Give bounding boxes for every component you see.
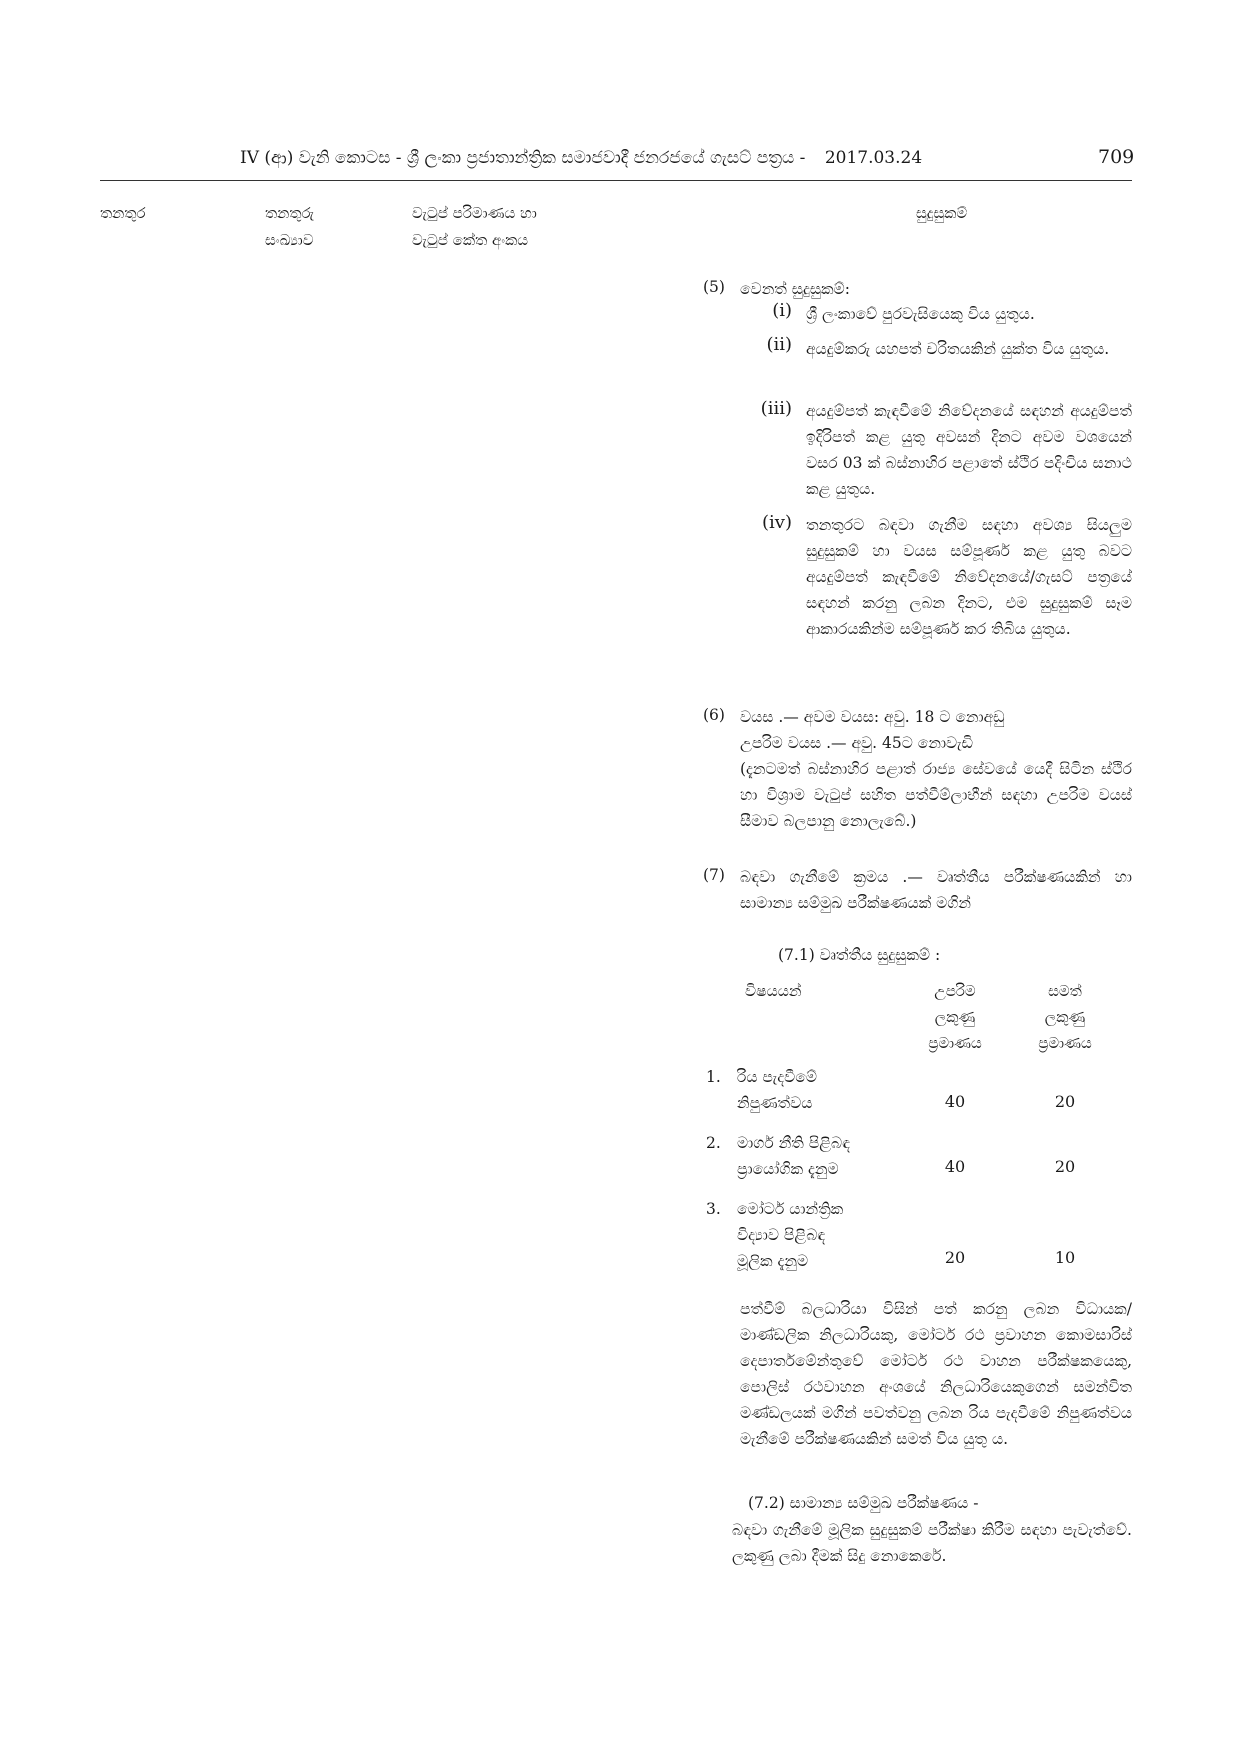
column-heading-post: තනතුර xyxy=(100,204,146,222)
header-title: IV (ආ) වැනි කොටස - ශ්‍රී ලංකා ප්‍රජාතාන්ත්‍රික සමාජවාදී ජනරජයේ ගැසට් පත්‍රය - xyxy=(240,148,806,168)
table-row-max-marks: 40 xyxy=(944,1092,966,1111)
table-header-subjects: විෂයයන් xyxy=(745,982,802,1000)
subject-line: මාර්ග නීති පිළිබඳ xyxy=(737,1134,851,1152)
age-note: (දැනටමත් බස්නාහිර පළාත් රාජ්‍ය සේවයේ යෙදී සිටින ස්ථිර හා විශ්‍රාම වැටුප් සහිත පත්වීම්ලාභීන් සඳහා උපරිම වයස් සීමාව බලපානු නොලැබේ.) xyxy=(740,760,1132,830)
column-heading-qualifications: සුදුසුකම් xyxy=(916,204,968,222)
column-heading-line: වැටුප් කේත අංකය xyxy=(412,231,529,249)
driving-test-paragraph: පත්වීම් බලධාරියා විසින් පත් කරනු ලබන විධායක/මාණ්ඩලික නිලධාරියකු, මෝටර් රථ ප්‍රවාහන කොමසාරිස් දෙපාර්තමේන්තුවේ මෝටර් රථ වාහන පරීක්ෂකයෙකු, පොලිස් රථවාහන අංශයේ නිලධාරියෙකුගෙන් සමන්විත මණ්ඩලයක් මගින් පවත්වනු ලබන රිය පැදවීමේ නිපුණත්වය මැනීමේ පරීක්ෂණයකින් සමත් විය යුතු ය. xyxy=(740,1300,1132,1448)
table-row-pass-marks: 10 xyxy=(1054,1248,1076,1267)
table-row-max-marks: 20 xyxy=(944,1248,966,1267)
subsection-7-2-text: බඳවා ගැනීමේ මූලික සුදුසුකම් පරීක්ෂා කිරීම සඳහා පැවැත්වේ. ලකුණු ලබා දීමක් සිදු නොකෙරේ. xyxy=(732,1521,1132,1565)
section-7-text: බඳවා ගැනීමේ ක්‍රමය .— වෘත්තීය පරීක්ෂණයකින් හා සාමාන්‍ය සම්මුඛ පරීක්ෂණයක් මගින් xyxy=(740,868,1132,912)
column-heading-line: තනතුරු xyxy=(265,204,315,222)
table-row-subject xyxy=(737,1130,850,1182)
header-date: 2017.03.24 xyxy=(824,148,923,168)
section-5-number: (5) xyxy=(703,278,725,296)
item-5-iv-number: (iv) xyxy=(762,512,792,533)
table-row-number: 1. xyxy=(706,1068,721,1086)
table-header-line: ප්‍රමාණය xyxy=(1038,1034,1092,1052)
item-5-iii-text: අයදුම්පත් කැඳවීමේ නිවේදනයේ සඳහන් අයදුම්පත් ඉදිරිපත් කළ යුතු අවසන් දිනට අවම වශයෙන් වසර 03 ක් බස්නාහිර පළාතේ ස්ථිර පදිංචිය සනාථ කළ යුතුය. xyxy=(806,402,1132,498)
section-6-number: (6) xyxy=(703,706,725,724)
subsection-7-1-title: (7.1) වෘත්තීය සුදුසුකම් : xyxy=(778,946,941,964)
subject-line: ප්‍රායෝගික දැනුම xyxy=(737,1160,839,1178)
item-5-i-text: ශ්‍රී ලංකාවේ පුරවැසියෙකු විය යුතුය. xyxy=(806,305,1035,323)
table-row-max-marks: 40 xyxy=(944,1157,966,1176)
item-5-iii-number: (iii) xyxy=(760,398,792,419)
table-row-subject xyxy=(737,1196,843,1274)
table-row-subject xyxy=(737,1064,817,1116)
table-header-max-marks xyxy=(910,978,1000,1056)
page-number: 709 xyxy=(1098,146,1135,168)
minimum-age: වයස .— අවම වයස: අවු. 18 ට නොඅඩු xyxy=(740,708,1005,726)
subject-line: මූලික දැනුම xyxy=(737,1252,809,1270)
subsection-7-2-title: (7.2) සාමාන්‍ය සම්මුඛ පරීක්ෂණය - xyxy=(748,1494,979,1512)
table-row-number: 2. xyxy=(706,1134,721,1152)
item-5-ii-number: (ii) xyxy=(766,334,792,355)
table-header-pass-marks xyxy=(1020,978,1110,1056)
table-row-number: 3. xyxy=(706,1200,721,1218)
column-heading-line: සංඛ්‍යාව xyxy=(265,231,314,249)
table-row-pass-marks: 20 xyxy=(1054,1092,1076,1111)
maximum-age: උපරිම වයස .— අවු. 45ට නොවැඩි xyxy=(740,734,974,752)
section-5-title: වෙනත් සුදුසුකම්: xyxy=(740,280,850,298)
item-5-ii-text: අයදුම්කරු යහපත් චරිතයකින් යුක්ත විය යුතුය. xyxy=(806,340,1110,358)
table-header-line: ලකුණු xyxy=(1044,1008,1086,1026)
item-5-i-number: (i) xyxy=(772,300,792,321)
column-heading-salary xyxy=(412,200,537,254)
header-rule xyxy=(100,180,1132,181)
table-row-pass-marks: 20 xyxy=(1054,1157,1076,1176)
subject-line: රිය පැදවීමේ xyxy=(737,1068,817,1086)
section-6-content xyxy=(740,704,1132,834)
column-heading-post-count xyxy=(265,200,314,254)
subject-line: මෝටර් යාන්ත්‍රික xyxy=(737,1200,844,1218)
table-header-line: ලකුණු xyxy=(934,1008,976,1026)
subject-line: විද්‍යාව පිළිබඳ xyxy=(737,1226,826,1244)
table-header-line: ප්‍රමාණය xyxy=(928,1034,982,1052)
gazette-header xyxy=(240,148,922,168)
table-header-line: සමත් xyxy=(1048,982,1082,1000)
section-7-number: (7) xyxy=(703,866,725,884)
column-heading-line: වැටුප් පරිමාණය හා xyxy=(412,204,537,222)
item-5-iv-text: තනතුරට බඳවා ගැනීම සඳහා අවශ්‍ය සියලුම සුදුසුකම් හා වයස සම්පූර්ණ කළ යුතු බවට අයදුම්පත් කැඳවීමේ නිවේදනයේ/ගැසට් පත්‍රයේ සඳහන් කරනු ලබන දිනට, එම සුදුසුකම් සෑම ආකාරයකින්ම සම්පූර්ණ කර තිබිය යුතුය. xyxy=(806,516,1132,638)
table-header-line: උපරිම xyxy=(934,982,976,1000)
subject-line: නිපුණත්වය xyxy=(737,1094,813,1112)
